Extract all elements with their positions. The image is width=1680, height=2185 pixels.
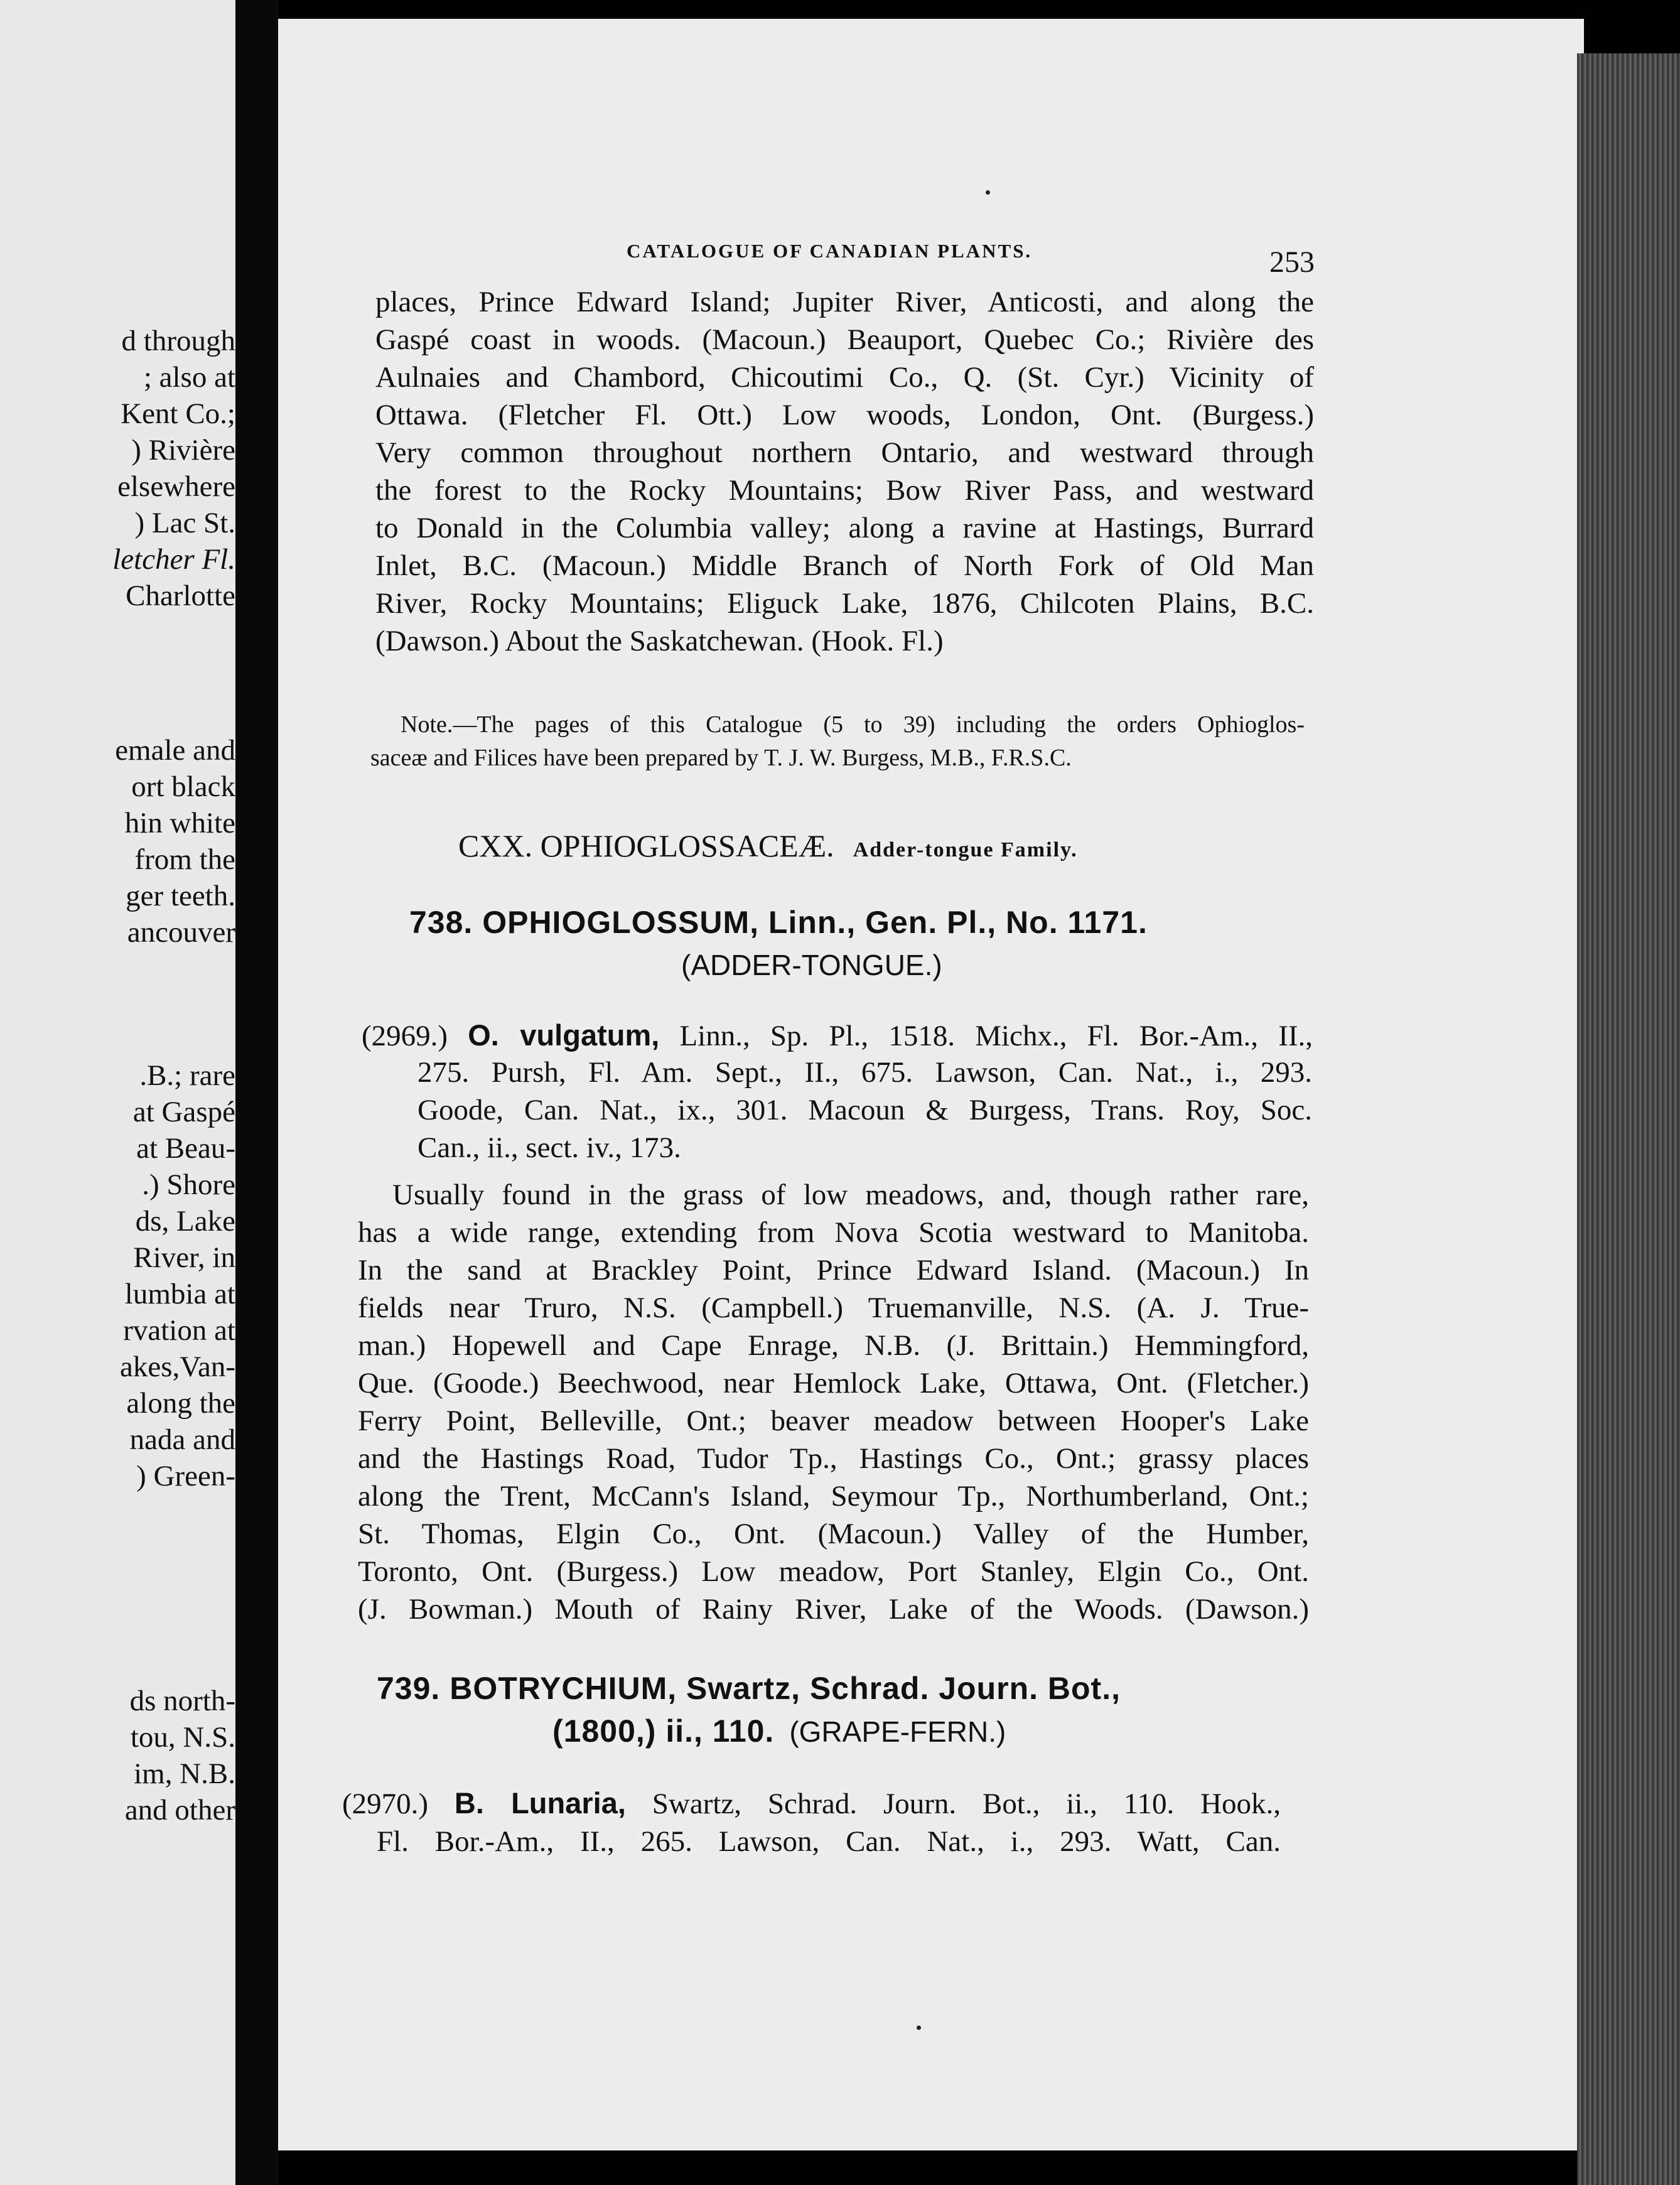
habitat-line: Toronto, Ont. (Burgess.) Low meadow, Port Stanley, Elgin Co., Ont. (358, 1555, 1309, 1588)
left-line: from the (134, 843, 235, 876)
text-line: to Donald in the Columbia valley; along a ravine at Hastings, Burrard (375, 512, 1314, 544)
left-line: rvation at (123, 1314, 235, 1347)
text-line: places, Prince Edward Island; Jupiter River, Anticosti, and along the (375, 286, 1314, 318)
text-line: Very common throughout northern Ontario, and westward through (375, 436, 1314, 469)
left-line: hin white (124, 807, 235, 839)
left-line: .) Shore (142, 1168, 235, 1201)
citation-line: Fl. Bor.-Am., II., 265. Lawson, Can. Nat., i., 293. Watt, Can. (377, 1825, 1281, 1858)
species-2969-line1 (362, 1020, 1313, 1051)
citation-line: Goode, Can. Nat., ix., 301. Macoun & Burgess, Trans. Roy, Soc. (417, 1094, 1312, 1126)
genus-738-heading: 738. OPHIOGLOSSUM, Linn., Gen. Pl., No. 1171. (409, 905, 1148, 940)
family-heading (458, 828, 1078, 864)
text-line: Inlet, B.C. (Macoun.) Middle Branch of North Fork of Old Man (375, 549, 1314, 582)
left-line: ) Lac St. (134, 507, 235, 539)
note-line: Note.—The pages of this Catalogue (5 to 39) including the orders Ophioglos- (401, 711, 1305, 738)
speck (917, 2026, 921, 2030)
left-line: emale and (115, 734, 235, 767)
page-edges (1577, 53, 1680, 2185)
left-line: tou, N.S. (130, 1721, 235, 1754)
left-line: along the (126, 1387, 235, 1420)
left-line: ; also at (143, 361, 235, 394)
left-page-fragment (0, 0, 235, 2185)
citation: Linn., Sp. Pl., 1518. Michx., Fl. Bor.-Am., II., (679, 1020, 1313, 1052)
left-line: ger teeth. (126, 880, 235, 912)
citation: Swartz, Schrad. Journ. Bot., ii., 110. Hook., (652, 1788, 1281, 1820)
habitat-line: man.) Hopewell and Cape Enrage, N.B. (J. Brittain.) Hemmingford, (358, 1329, 1309, 1362)
genus-739-heading: 739. BOTRYCHIUM, Swartz, Schrad. Journ. Bot., (377, 1671, 1121, 1706)
left-line: d through (121, 325, 235, 357)
text-line: River, Rocky Mountains; Eliguck Lake, 1876, Chilcoten Plains, B.C. (375, 587, 1314, 620)
habitat-line: Que. (Goode.) Beechwood, near Hemlock Lake, Ottawa, Ont. (Fletcher.) (358, 1367, 1309, 1400)
speck (986, 190, 990, 195)
citation-line: 275. Pursh, Fl. Am. Sept., II., 675. Lawson, Can. Nat., i., 293. (417, 1056, 1312, 1089)
left-line: at Gaspé (132, 1096, 235, 1128)
left-line: ) Rivière (131, 434, 235, 467)
text-line: the forest to the Rocky Mountains; Bow River Pass, and westward (375, 474, 1314, 507)
running-header: CATALOGUE OF CANADIAN PLANTS. (627, 240, 1033, 262)
left-line: ort black (131, 770, 235, 803)
left-line: ds north- (129, 1685, 235, 1717)
left-line: ancouver (127, 916, 235, 949)
habitat-line: In the sand at Brackley Point, Prince Edward Island. (Macoun.) In (358, 1254, 1309, 1287)
habitat-line: along the Trent, McCann's Island, Seymour Tp., Northumberland, Ont.; (358, 1480, 1309, 1513)
left-line: akes,Van- (119, 1351, 235, 1383)
habitat-line: Ferry Point, Belleville, Ont.; beaver meadow between Hooper's Lake (358, 1405, 1309, 1437)
genus-739-reference: (1800,) ii., 110. (552, 1713, 775, 1749)
species-2970-line1 (342, 1788, 1281, 1819)
family-name: CXX. OPHIOGLOSSACEÆ. (458, 828, 834, 863)
text-line: Ottawa. (Fletcher Fl. Ott.) Low woods, London, Ont. (Burgess.) (375, 399, 1314, 431)
page-number: 253 (1269, 245, 1315, 279)
genus-738-common: (ADDER-TONGUE.) (681, 949, 942, 981)
note-line: saceæ and Filices have been prepared by T. J. W. Burgess, M.B., F.R.S.C. (370, 745, 1072, 771)
left-line: elsewhere (117, 470, 235, 503)
citation-line: Can., ii., sect. iv., 173. (417, 1131, 681, 1164)
left-line: lumbia at (124, 1278, 235, 1310)
left-line: ds, Lake (135, 1205, 235, 1238)
left-line: nada and (129, 1423, 235, 1456)
species-number: (2970.) (342, 1788, 429, 1820)
text-line: (Dawson.) About the Saskatchewan. (Hook. Fl.) (375, 625, 944, 657)
text-line: Aulnaies and Chambord, Chicoutimi Co., Q. (St. Cyr.) Vicinity of (375, 361, 1314, 394)
habitat-line: Usually found in the grass of low meadows, and, though rather rare, (392, 1179, 1309, 1211)
text-line: Gaspé coast in woods. (Macoun.) Beauport, Quebec Co.; Rivière des (375, 323, 1314, 356)
left-line: at Beau- (136, 1132, 235, 1165)
left-line: River, in (133, 1241, 235, 1274)
left-line: ) Green- (136, 1460, 235, 1492)
habitat-line: and the Hastings Road, Tudor Tp., Hastings Co., Ont.; grassy places (358, 1442, 1309, 1475)
habitat-line: fields near Truro, N.S. (Campbell.) Truemanville, N.S. (A. J. True- (358, 1292, 1309, 1324)
left-line: and other (124, 1794, 235, 1826)
habitat-line: has a wide range, extending from Nova Scotia westward to Manitoba. (358, 1216, 1309, 1249)
genus-739-common: (GRAPE-FERN.) (789, 1715, 1006, 1748)
species-number: (2969.) (362, 1020, 448, 1052)
family-common-name: Adder-tongue Family. (853, 838, 1078, 861)
habitat-line: St. Thomas, Elgin Co., Ont. (Macoun.) Valley of the Humber, (358, 1518, 1309, 1550)
left-line: Charlotte (126, 580, 235, 612)
book-gutter (235, 0, 278, 2185)
left-line: letcher Fl. (112, 543, 235, 576)
left-line: Kent Co.; (121, 397, 235, 430)
genus-739-subline (552, 1713, 1006, 1749)
species-name: B. Lunaria, (454, 1786, 626, 1820)
species-name: O. vulgatum, (468, 1018, 660, 1052)
habitat-line: (J. Bowman.) Mouth of Rainy River, Lake of the Woods. (Dawson.) (358, 1593, 1309, 1626)
left-line: .B.; rare (139, 1059, 235, 1092)
left-line: im, N.B. (134, 1757, 235, 1790)
